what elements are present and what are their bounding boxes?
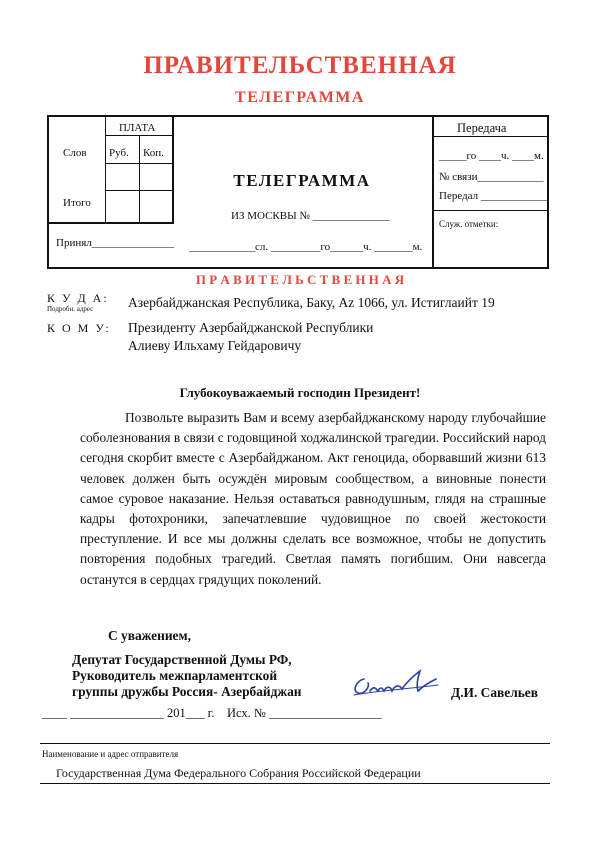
footer-divider-bottom (40, 783, 550, 784)
category-label: П Р А В И Т Е Л Ь С Т В Е Н Н А Я (195, 272, 405, 287)
signer-name: Д.И. Савельев (451, 685, 538, 700)
closing: С уважением, (108, 628, 191, 643)
footer-divider-top (40, 743, 550, 744)
date-line: ____ _______________ 201___ г. Исх. № __________________ (42, 706, 382, 720)
position-line-3: группы дружбы Россия- Азербайджан (72, 684, 302, 699)
letter-body: Позвольте выразить Вам и всему азербайджанскому народу глубочайшие соболезнования в связи с годовщиной ходжалинской трагедии. Российский народ сегодня скорбит вместе с Азербайджаном. Акт геноцида, оборвавший жизни 613 человек должен быть осуждён мировым сообществом, а виновные понести самое суровое наказание. Нельзя оставаться равнодушным, глядя на страшные кадры фотохроники, запечатлевшие чудовищное по своей жестокости преступление. И все мы должны сделать все возможное, чтобы не допустить повторения подобных трагедий. Светлая память погибшим. Они навсегда останутся в сердцах грядущих поколений. (80, 410, 546, 587)
from-city-field: ИЗ МОСКВЫ № ______________ (231, 210, 390, 222)
rub-label: Руб. (109, 147, 129, 159)
position-line-2: Руководитель межпарламентской (72, 668, 278, 683)
otmetki-label: Служ. отметки: (439, 219, 499, 229)
page-subtitle: ТЕЛЕГРАММА (235, 89, 365, 106)
kuda-sublabel: Подробн. адрес (47, 305, 94, 313)
komu-line-2: Алиеву Ильхаму Гейдаровичу (128, 338, 302, 353)
kuda-value: Азербайджанская Республика, Баку, Az 1066, ул. Истиглаийт 19 (128, 295, 495, 310)
svyazi-field: № связи____________ (439, 171, 544, 183)
datetime-field: ____________сл. _________го______ч. _______м. (189, 241, 423, 253)
komu-label: К О М У: (47, 321, 111, 335)
peredacha-datetime: _____го ____ч. ____м. (439, 150, 544, 162)
signature-image (346, 665, 446, 701)
sender-value: Государственная Дума Федерального Собрания Российской Федерации (56, 766, 421, 780)
position-line-1: Депутат Государственной Думы РФ, (72, 652, 292, 667)
page-title: ПРАВИТЕЛЬСТВЕННАЯ (143, 52, 457, 79)
peredal-field: Передал ____________ (439, 190, 547, 202)
plata-label: ПЛАТА (119, 122, 156, 134)
sender-label: Наименование и адрес отправителя (42, 749, 179, 759)
form-title: ТЕЛЕГРАММА (233, 171, 371, 190)
kop-label: Коп. (143, 147, 164, 159)
telegram-form (47, 115, 549, 269)
slov-label: Слов (63, 147, 87, 159)
greeting: Глубокоуважаемый господин Президент! (179, 385, 421, 400)
peredacha-label: Передача (457, 121, 507, 135)
kuda-label: К У Д А: (47, 291, 109, 305)
itogo-label: Итого (63, 197, 91, 209)
prinyal-label: Принял_______________ (56, 237, 175, 249)
komu-line-1: Президенту Азербайджанской Республики (128, 320, 374, 335)
